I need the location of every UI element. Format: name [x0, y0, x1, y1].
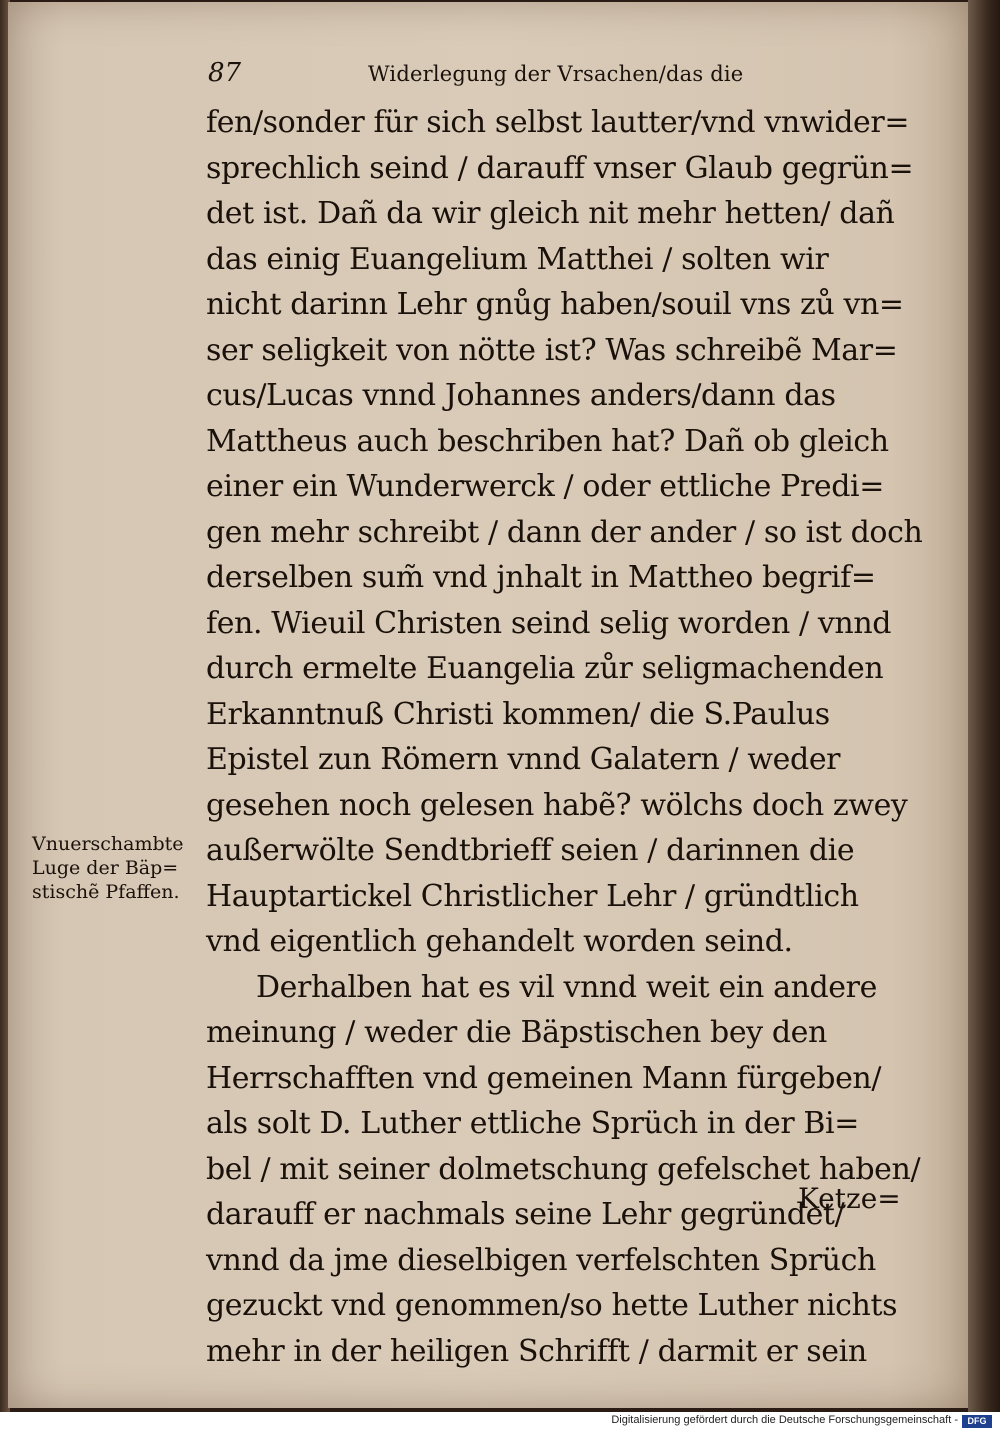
text-line: Mattheus auch beschriben hat? Dañ ob gleich — [206, 423, 889, 459]
text-line: außerwölte Sendtbrieff seien / darinnen die — [206, 833, 855, 868]
text-line: derselben sum̃ vnd jnhalt in Mattheo begrif= — [206, 560, 876, 595]
text-line: ser seligkeit von nötte ist? Was schreibẽ Mar= — [206, 332, 898, 368]
book-edge-right — [968, 0, 1000, 1412]
text-line: als solt D. Luther ettliche Sprüch in der Bi= — [206, 1106, 859, 1141]
text-line: Hauptartickel Christlicher Lehr / gründtlich — [206, 878, 859, 914]
marginal-note-line: stischẽ Pfaffen. — [32, 881, 180, 903]
text-line: fen/sonder für sich selbst lautter/vnd vnwider= — [206, 105, 910, 140]
text-line: vnd eigentlich gehandelt worden seind. — [206, 924, 793, 959]
text-line: mehr in der heiligen Schrifft / darmit er sein — [206, 1333, 867, 1369]
marginal-note-line: Vnuerschambte — [32, 833, 184, 855]
paragraph-start-line: Derhalben hat es vil vnnd weit ein andere — [256, 969, 877, 1005]
text-line: einer ein Wunderwerck / oder ettliche Predi= — [206, 469, 884, 504]
marginal-note-line: Luge der Bäp= — [32, 857, 179, 879]
text-line: det ist. Dañ da wir gleich nit mehr hetten/ dañ — [206, 196, 895, 231]
text-line: sprechlich seind / darauff vnser Glaub gegrün= — [206, 150, 914, 186]
text-line: fen. Wieuil Christen seind selig worden / vnnd — [206, 605, 892, 641]
text-line: vnnd da jme dieselbigen verfelschten Sprüch — [206, 1242, 876, 1278]
text-line: gesehen noch gelesen habẽ? wölchs doch zwey — [206, 787, 908, 823]
catchword: Ketze= — [798, 1182, 901, 1215]
page-number: 87 — [208, 58, 242, 88]
text-line: nicht darinn Lehr gnůg haben/souil vns zů vn= — [206, 287, 904, 322]
text-line: das einig Euangelium Matthei / solten wir — [206, 241, 829, 277]
text-line: Herrschafften vnd gemeinen Mann fürgeben/ — [206, 1060, 882, 1096]
text-line: gen mehr schreibt / dann der ander / so ist doch — [206, 514, 923, 550]
page-header — [208, 58, 768, 94]
running-title: Widerlegung der Vrsachen/das die — [368, 62, 744, 86]
text-line: Erkanntnuß Christi kommen/ die S.Paulus — [206, 696, 830, 732]
text-line: gezuckt vnd genommen/so hette Luther nichts — [206, 1288, 898, 1323]
text-line: cus/Lucas vnnd Johannes anders/dann das — [206, 378, 836, 413]
text-line: bel / mit seiner dolmetschung gefelschet haben/ — [206, 1151, 921, 1187]
text-line: darauff er nachmals seine Lehr gegründet/ — [206, 1197, 845, 1232]
text-line: durch ermelte Euangelia zůr seligmachenden — [206, 651, 884, 686]
text-line: Epistel zun Römern vnnd Galatern / weder — [206, 742, 841, 777]
footer-credit: Digitalisierung gefördert durch die Deutsche Forschungsgemeinschaft - — [611, 1414, 958, 1426]
footer-bar — [0, 1412, 1000, 1432]
dfg-logo: DFG — [962, 1415, 992, 1428]
text-line: meinung / weder die Bäpstischen bey den — [206, 1015, 827, 1050]
marginal-note — [32, 832, 202, 904]
